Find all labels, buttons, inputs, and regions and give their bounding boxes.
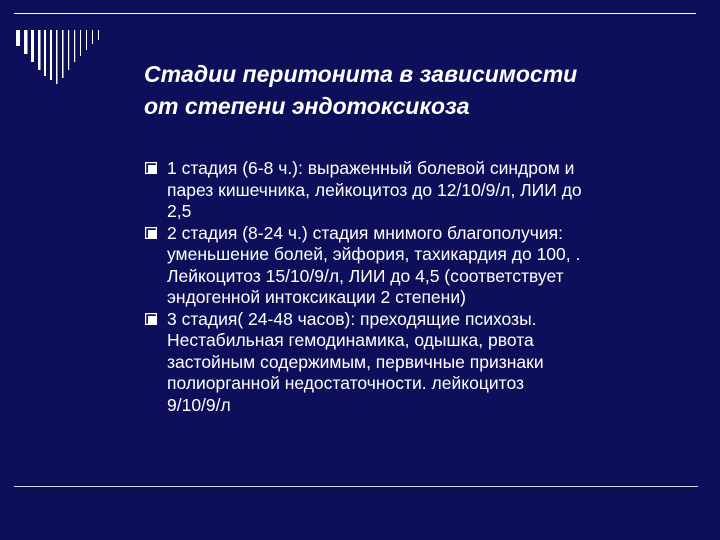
checkbox-square-icon (145, 313, 157, 325)
bullet-text-line: застойным содержимым, первичные признаки (167, 351, 544, 372)
checkbox-square-icon (145, 227, 157, 239)
slide-title (144, 58, 704, 122)
bullet-item-stage-2 (145, 223, 685, 309)
bullet-text-line: 2 стадия (8-24 ч.) стадия мнимого благополучия: (167, 222, 563, 243)
bottom-divider (14, 486, 698, 487)
slide-title-line-2: от степени эндотоксикоза (144, 93, 470, 119)
bullet-text-line: эндогенной интоксикации 2 степени) (167, 287, 466, 307)
bullet-text-line: 3 стадия( 24-48 часов): преходящие психозы. (167, 308, 537, 329)
slide-title-line-1: Стадии перитонита в зависимости (144, 61, 578, 87)
bullet-text-line: парез кишечника, лейкоцитоз до 12/10/9/л, ЛИИ до (167, 179, 582, 200)
bullet-list (145, 158, 685, 416)
bullet-text-line: 1 стадия (6-8 ч.): выраженный болевой синдром и (167, 158, 575, 178)
bullet-item-stage-3 (145, 309, 685, 417)
bullet-text-line: Лейкоцитоз 15/10/9/л, ЛИИ до 4,5 (соответствует (167, 265, 564, 286)
bullet-text-line: уменьшение болей, эйфория, тахикардия до 100, . (167, 244, 581, 264)
top-divider (14, 13, 696, 14)
bullet-text-line: 9/10/9/л (167, 394, 231, 415)
bullet-text-line: Нестабильная гемодинамика, одышка, рвота (167, 330, 534, 350)
bullet-text-line: полиорганной недостаточности. лейкоцитоз (167, 373, 525, 393)
checkbox-square-icon (145, 162, 157, 174)
bullet-text-line: 2,5 (167, 201, 192, 221)
bullet-item-stage-1 (145, 158, 685, 223)
